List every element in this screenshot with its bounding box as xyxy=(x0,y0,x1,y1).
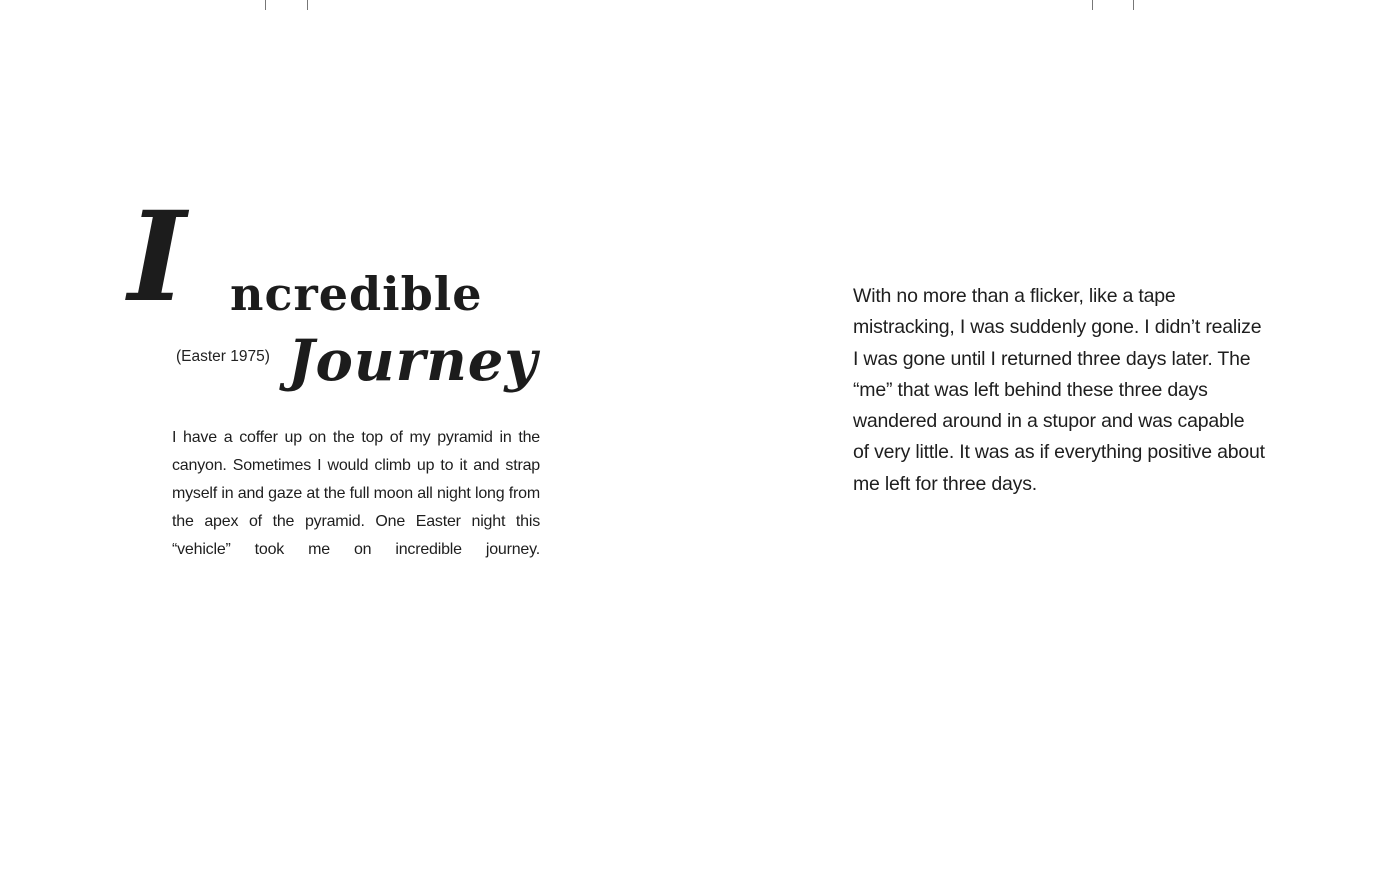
crop-mark xyxy=(265,0,266,10)
chapter-title xyxy=(128,185,548,406)
chapter-subtitle: (Easter 1975) xyxy=(176,348,270,365)
title-drop-cap: I xyxy=(128,185,187,330)
title-word-journey: Journey xyxy=(288,328,538,394)
crop-mark xyxy=(1092,0,1093,10)
crop-mark xyxy=(1133,0,1134,10)
title-word-incredible: ncredible xyxy=(230,267,483,321)
right-page-paragraph: With no more than a flicker, like a tape mistracking, I was suddenly gone. I didn’t realize I was gone until I returned three days later. The “me” that was left behind these three days wandered around in a stupor and was capable of very little. It was as if everything positive about me left for three days. xyxy=(853,285,1265,495)
crop-mark xyxy=(307,0,308,10)
left-page-paragraph: I have a coffer up on the top of my pyramid in the canyon. Sometimes I would climb up to it and strap myself in and gaze at the full moon all night long from the apex of the pyramid. One Easter night this “vehicle” took me on incredible journey. xyxy=(172,429,540,558)
